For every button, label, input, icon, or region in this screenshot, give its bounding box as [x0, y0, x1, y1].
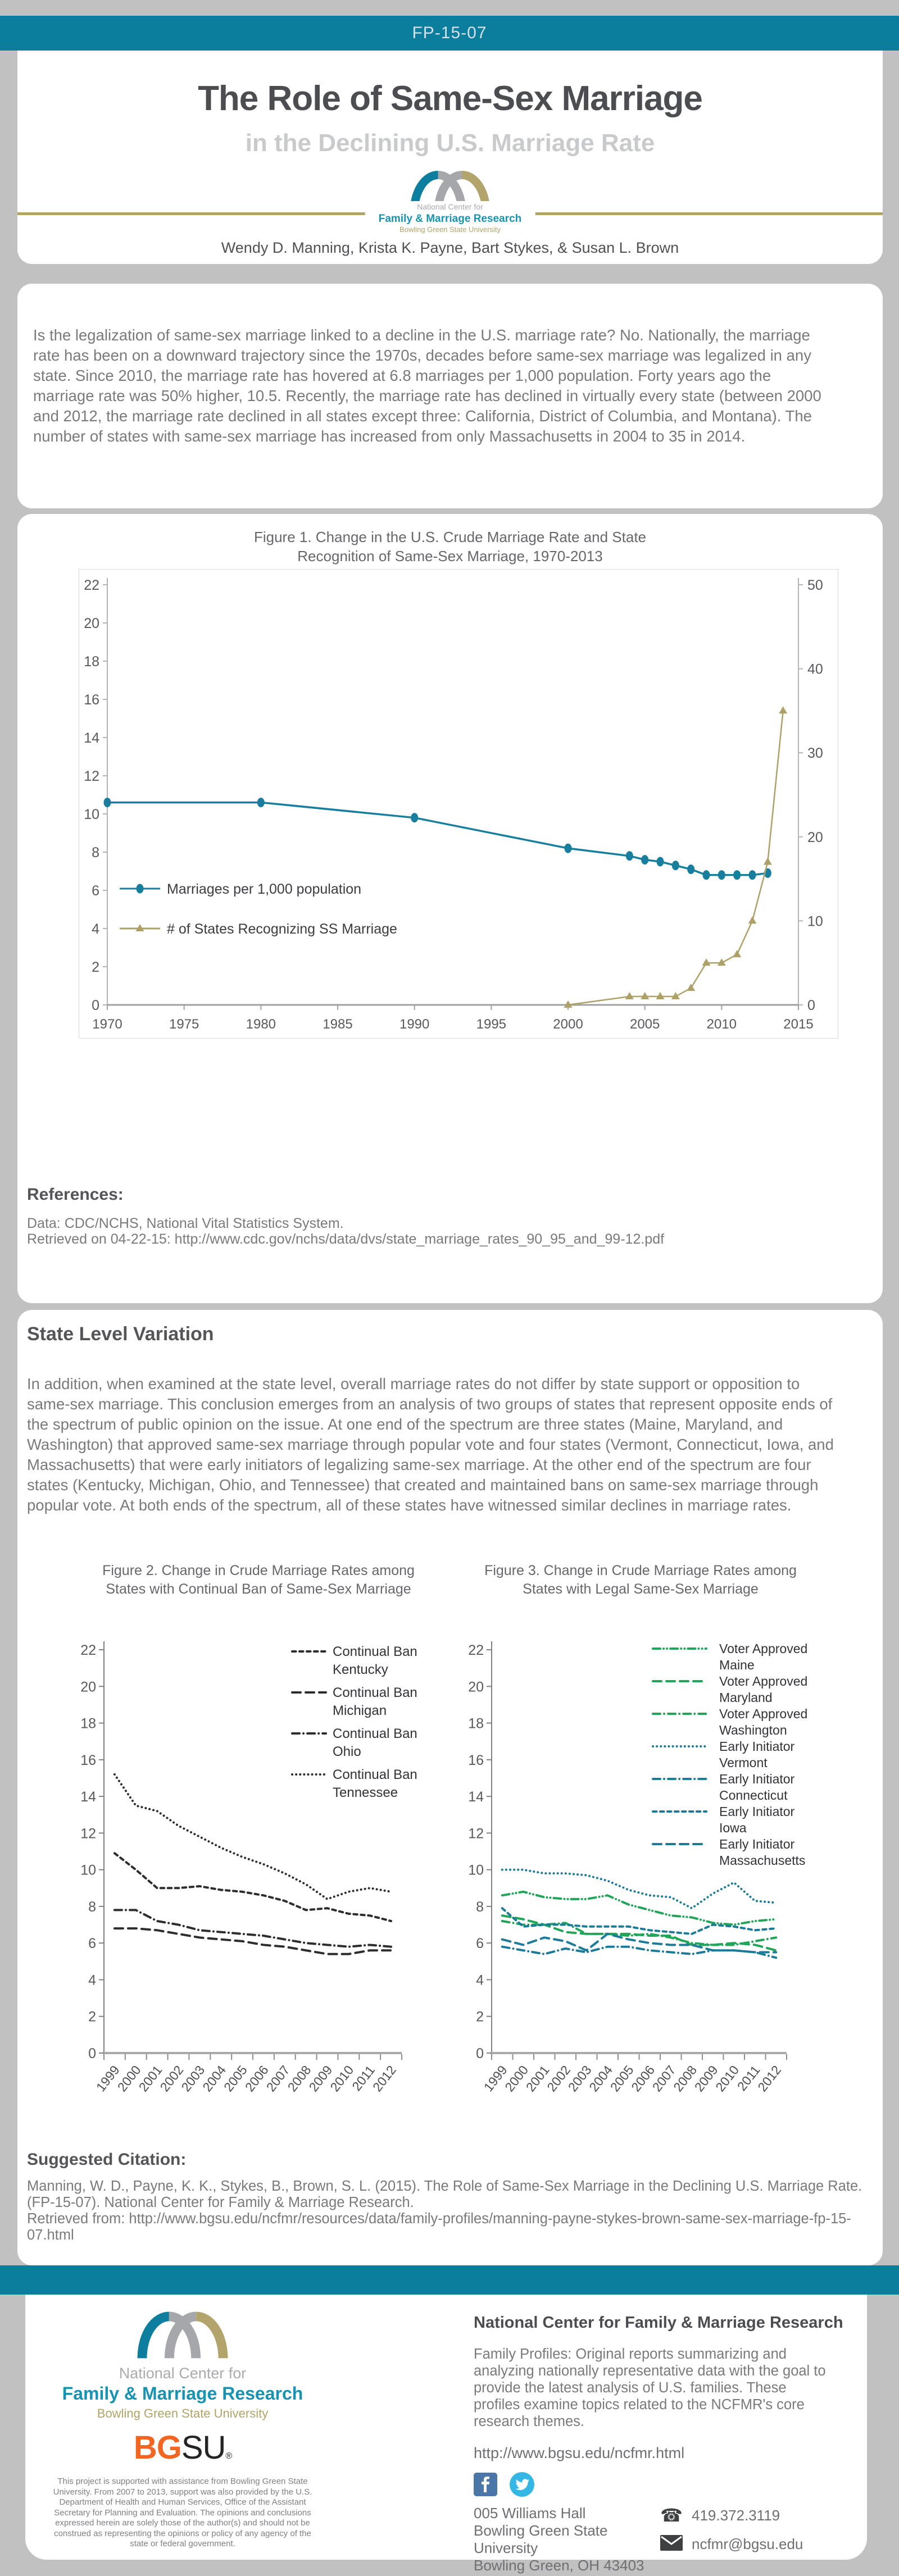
svg-text:Voter Approved: Voter Approved [719, 1706, 808, 1721]
logo-line3: Bowling Green State University [399, 225, 501, 234]
svg-text:2009: 2009 [306, 2063, 335, 2095]
svg-text:18: 18 [84, 654, 99, 670]
svg-text:2009: 2009 [691, 2063, 721, 2095]
header-card [17, 51, 883, 264]
svg-text:16: 16 [80, 1752, 96, 1768]
footer-info-column [474, 2314, 844, 2574]
intro-paragraph: Is the legalization of same-sex marriage linked to a decline in the U.S. marriage rate? No. Nationally, the marriage rate has been on a downward trajectory since the 1970s, decades before same-sex marriage was legalized in any state. Since 2010, the marriage rate has hovered at 6.8 marriages per 1,000 population. Forty years ago the marriage rate was 50% higher, 10.5. Recently, the marriage rate has declined in virtually every state (between 2000 and 2012, the marriage rate declined in all states except three: California, District of Columbia, and Montana). The number of states with same-sex marriage has increased from only Massachusetts in 2004 to 35 in 2014. [33, 326, 821, 445]
svg-text:2012: 2012 [755, 2063, 784, 2095]
state-level-card [17, 1310, 883, 2265]
svg-text:Continual Ban: Continual Ban [333, 1644, 417, 1659]
svg-text:Continual Ban: Continual Ban [333, 1726, 417, 1741]
address-block: 005 Williams Hall Bowling Green State University Bowling Green, OH 43403 [474, 2505, 644, 2574]
phone-icon: ☎ [660, 2505, 683, 2526]
svg-text:4: 4 [476, 1972, 484, 1988]
svg-text:Early Initiator: Early Initiator [719, 1837, 795, 1851]
svg-text:10: 10 [807, 913, 823, 930]
svg-text:1970: 1970 [92, 1017, 122, 1032]
svg-text:2012: 2012 [370, 2063, 399, 2095]
ncfmr-url-link[interactable]: http://www.bgsu.edu/ncfmr.html [474, 2445, 685, 2461]
svg-text:2005: 2005 [629, 1017, 660, 1032]
ncfmr-arches-icon [135, 2309, 230, 2360]
svg-text:0: 0 [476, 2046, 484, 2061]
logo-line3: Bowling Green State University [97, 2406, 269, 2420]
svg-text:2008: 2008 [670, 2063, 700, 2095]
svg-text:14: 14 [84, 730, 99, 746]
svg-text:Early Initiator: Early Initiator [719, 1804, 795, 1819]
figure1-card [17, 514, 883, 1303]
funding-disclaimer: This project is supported with assistance from Bowling Green State University. From 2007 to 2013, support was also provided by the U.S. Department of Health and Human Services, Office of the Assistant Secretary for Planning and Evaluation. The opinions and conclusions expressed herein are solely those of the author(s) and should not be construed as representing the opinions or policy of any agency of the state or federal government. [53, 2477, 312, 2548]
svg-text:1990: 1990 [399, 1017, 430, 1032]
svg-text:4: 4 [88, 1972, 96, 1988]
svg-text:Early Initiator: Early Initiator [719, 1772, 795, 1786]
svg-text:Maryland: Maryland [719, 1690, 773, 1705]
ncfmr-logo [365, 201, 535, 236]
figure1-title: Figure 1. Change in the U.S. Crude Marriage Rate and State Recognition of Same-Sex Marriage, 1970-2013 [253, 529, 647, 565]
svg-text:1980: 1980 [246, 1017, 276, 1032]
svg-text:2003: 2003 [565, 2063, 594, 2095]
footer-teal-band [0, 2265, 899, 2295]
svg-text:Vermont: Vermont [719, 1755, 768, 1770]
svg-text:20: 20 [84, 616, 99, 631]
svg-text:1975: 1975 [169, 1017, 199, 1032]
svg-text:18: 18 [468, 1715, 484, 1732]
svg-text:0: 0 [92, 998, 99, 1013]
document-code: FP-15-07 [412, 24, 487, 42]
svg-text:2011: 2011 [734, 2063, 763, 2094]
document-code-bar [0, 16, 899, 51]
svg-text:2001: 2001 [135, 2063, 165, 2095]
svg-text:20: 20 [468, 1679, 484, 1695]
email-icon [659, 2535, 684, 2554]
svg-text:Washington: Washington [719, 1723, 787, 1737]
svg-text:Voter Approved: Voter Approved [719, 1641, 808, 1656]
svg-text:2004: 2004 [199, 2063, 229, 2095]
svg-text:Voter Approved: Voter Approved [719, 1674, 808, 1688]
svg-text:2006: 2006 [242, 2063, 271, 2095]
svg-text:2007: 2007 [263, 2063, 293, 2095]
citation-retrieved-link[interactable]: Retrieved from: http://www.bgsu.edu/ncfmr/resources/data/family-profiles/manning-payne-stykes-brown-same-sex-marriage-fp-15-07.html [27, 2211, 851, 2243]
footer-ncfmr-heading: National Center for Family & Marriage Research [474, 2314, 843, 2332]
figure2-chart [73, 1601, 444, 2126]
citation-section [27, 2150, 864, 2243]
citation-heading: Suggested Citation: [27, 2150, 187, 2169]
family-profiles-description: Family Profiles: Original reports summarizing and analyzing nationally representative data with the goal to provide the latest analysis of U.S. families. These profiles examine topics related to the NCFMR's core research themes. [474, 2346, 826, 2429]
svg-text:2002: 2002 [544, 2063, 574, 2095]
svg-text:2: 2 [476, 2009, 484, 2025]
bgsu-logo: BGSU® [133, 2429, 232, 2466]
svg-text:8: 8 [92, 845, 99, 861]
state-level-paragraph: In addition, when examined at the state level, overall marriage rates do not differ by state support or opposition to same-sex marriage. This conclusion emerges from an analysis of two groups of states that represent opposite ends of the spectrum of public opinion on the issue. At one end of the spectrum are three states (Maine, Maryland, and Washington) that approved same-sex marriage through popular vote and four states (Vermont, Connecticut, Iowa, and Massachusetts) that were early initiators of legalizing same-sex marriage. At the other end of the spectrum are four states (Kentucky, Michigan, Ohio, and Tennessee) that created and maintained bans on same-sex marriage through popular vote. At both ends of the spectrum, all of these states have witnessed similar declines in marriage rates. [27, 1375, 834, 1514]
authors: Wendy D. Manning, Krista K. Payne, Bart Stykes, & Susan L. Brown [221, 239, 679, 256]
svg-text:40: 40 [807, 661, 823, 677]
svg-text:6: 6 [476, 1936, 484, 1952]
svg-text:22: 22 [84, 577, 99, 593]
svg-text:12: 12 [84, 768, 99, 784]
svg-text:Marriages per 1,000 population: Marriages per 1,000 population [167, 881, 362, 897]
svg-text:Maine: Maine [719, 1658, 755, 1672]
figure1-chart-frame [79, 569, 838, 1039]
svg-text:2006: 2006 [628, 2063, 658, 2095]
svg-text:14: 14 [80, 1789, 96, 1805]
svg-text:2008: 2008 [284, 2063, 314, 2095]
references-data-source: Data: CDC/NCHS, National Vital Statistics System. [27, 1216, 344, 1231]
svg-text:12: 12 [80, 1826, 96, 1842]
svg-text:2003: 2003 [178, 2063, 208, 2095]
svg-text:2: 2 [88, 2009, 96, 2025]
svg-text:30: 30 [807, 745, 823, 762]
footer-card [25, 2295, 867, 2574]
svg-text:Continual Ban: Continual Ban [333, 1685, 417, 1700]
footer-logo-column [31, 2309, 334, 2550]
logo-line1: National Center for [417, 202, 483, 211]
svg-text:22: 22 [80, 1642, 96, 1658]
svg-text:2015: 2015 [783, 1017, 814, 1032]
contact-block [659, 2505, 803, 2563]
svg-text:10: 10 [80, 1862, 96, 1878]
svg-text:6: 6 [92, 883, 99, 899]
svg-text:2000: 2000 [502, 2063, 532, 2095]
svg-text:14: 14 [468, 1789, 484, 1805]
citation-text: Manning, W. D., Payne, K. K., Stykes, B., Brown, S. L. (2015). The Role of Same-Sex Marriage in the Declining U.S. Marriage Rate. (FP-15-07). National Center for Family & Marriage Research. [27, 2178, 862, 2210]
svg-text:Continual Ban: Continual Ban [333, 1767, 417, 1782]
page-subtitle: in the Declining U.S. Marriage Rate [245, 129, 655, 157]
svg-text:0: 0 [88, 2046, 96, 2061]
svg-text:20: 20 [807, 829, 823, 845]
references-section [27, 1185, 664, 1247]
svg-text:22: 22 [468, 1642, 484, 1658]
svg-text:2000: 2000 [114, 2063, 144, 2095]
svg-text:10: 10 [84, 807, 99, 822]
svg-text:18: 18 [80, 1715, 96, 1732]
state-level-heading: State Level Variation [27, 1323, 214, 1345]
svg-text:2005: 2005 [607, 2063, 637, 2095]
svg-text:Early Initiator: Early Initiator [719, 1739, 795, 1754]
svg-text:0: 0 [807, 998, 815, 1013]
svg-text:6: 6 [88, 1936, 96, 1952]
svg-text:Michigan: Michigan [333, 1703, 387, 1718]
svg-text:1985: 1985 [323, 1017, 353, 1032]
svg-text:Ohio: Ohio [333, 1744, 361, 1759]
svg-text:2001: 2001 [523, 2063, 552, 2095]
logo-line2: Family & Marriage Research [62, 2383, 303, 2404]
svg-text:2000: 2000 [553, 1017, 583, 1032]
svg-text:16: 16 [84, 692, 99, 708]
references-retrieved-link[interactable]: Retrieved on 04-22-15: http://www.cdc.gov/nchs/data/dvs/state_marriage_rates_90_95_and_99-12.pdf [27, 1231, 665, 1247]
svg-text:Kentucky: Kentucky [333, 1662, 388, 1677]
svg-text:Iowa: Iowa [719, 1821, 747, 1835]
svg-text:Connecticut: Connecticut [719, 1788, 788, 1803]
figure3-chart [455, 1601, 826, 2126]
figure3-title: Figure 3. Change in Crude Marriage Rates among States with Legal Same-Sex Marriage [484, 1563, 797, 1597]
page-title: The Role of Same-Sex Marriage [198, 79, 702, 118]
svg-text:Tennessee: Tennessee [333, 1785, 398, 1800]
svg-text:8: 8 [88, 1899, 96, 1915]
svg-text:2010: 2010 [327, 2063, 357, 2095]
svg-text:2010: 2010 [706, 1017, 737, 1032]
svg-text:2011: 2011 [349, 2063, 378, 2094]
figure2-title: Figure 2. Change in Crude Marriage Rates among States with Continual Ban of Same-Sex Marriage [102, 1563, 415, 1597]
svg-text:50: 50 [807, 577, 823, 593]
facebook-icon[interactable] [474, 2473, 497, 2496]
references-heading: References: [27, 1185, 124, 1204]
svg-text:1999: 1999 [93, 2063, 122, 2095]
svg-text:2007: 2007 [649, 2063, 679, 2095]
logo-line2: Family & Marriage Research [378, 212, 522, 225]
logo-line1: National Center for [119, 2365, 247, 2382]
figure1-chart [79, 570, 838, 1038]
svg-text:1999: 1999 [480, 2063, 510, 2095]
svg-text:12: 12 [468, 1826, 484, 1842]
phone-number: 419.372.3119 [692, 2506, 780, 2524]
svg-text:2: 2 [92, 959, 99, 975]
svg-text:10: 10 [468, 1862, 484, 1878]
svg-text:# of States Recognizing SS Mar: # of States Recognizing SS Marriage [167, 921, 397, 937]
svg-text:16: 16 [468, 1752, 484, 1768]
svg-text:4: 4 [92, 921, 99, 937]
email-address[interactable]: ncfmr@bgsu.edu [692, 2536, 803, 2552]
svg-text:2010: 2010 [712, 2063, 742, 2095]
twitter-icon[interactable] [510, 2472, 534, 2497]
svg-text:2002: 2002 [157, 2063, 187, 2095]
svg-text:2004: 2004 [586, 2063, 616, 2095]
svg-text:20: 20 [80, 1679, 96, 1695]
svg-text:Massachusetts: Massachusetts [719, 1853, 806, 1868]
svg-text:2005: 2005 [221, 2063, 251, 2095]
svg-text:8: 8 [476, 1899, 484, 1915]
svg-text:1995: 1995 [476, 1017, 507, 1032]
intro-card [17, 284, 883, 508]
